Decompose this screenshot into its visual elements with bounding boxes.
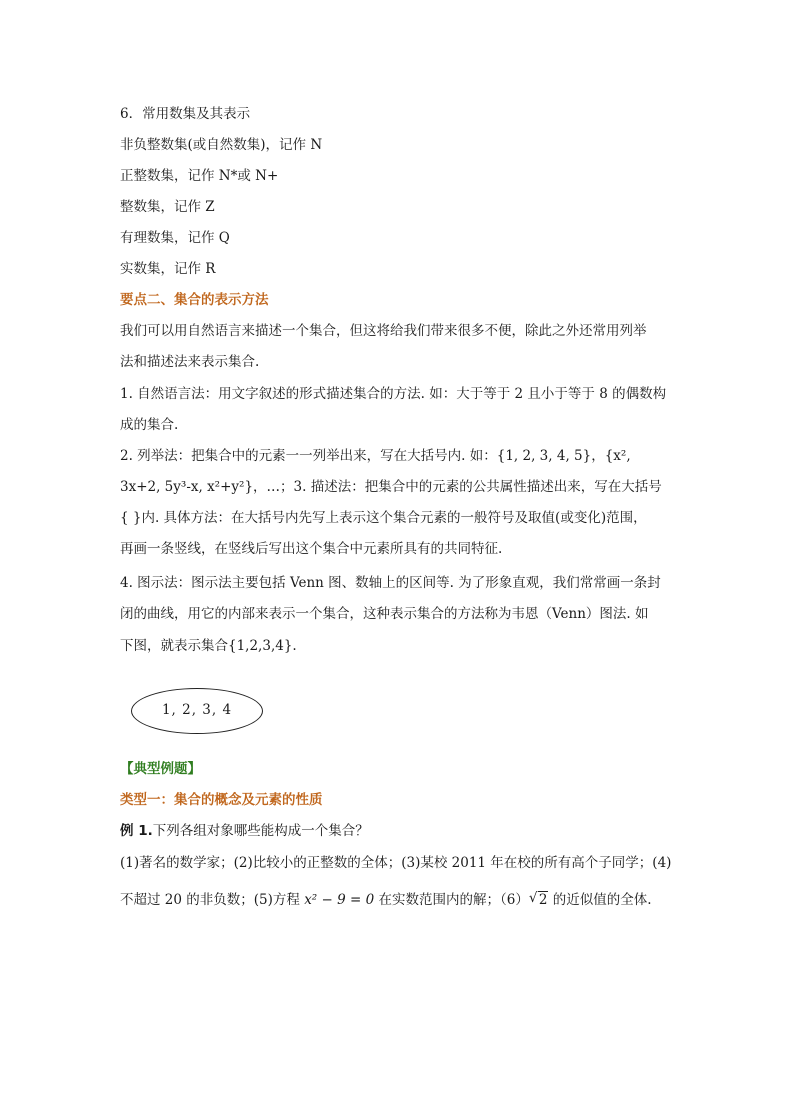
example-1-label: 例 1.	[120, 823, 153, 839]
method-1-line-2: 成的集合.	[120, 417, 179, 433]
number-set-integer: 整数集，记作 Z	[120, 199, 215, 215]
method-4-line-3	[120, 637, 297, 655]
number-set-rational: 有理数集，记作 Q	[120, 230, 230, 246]
method-2-line-1: 2. 列举法：把集合中的元素一一列举出来，写在大括号内. 如：{1, 2, 3, 4, 5}，{x²,	[120, 448, 631, 464]
number-set-real: 实数集，记作 R	[120, 261, 216, 277]
intro-line-1: 我们可以用自然语言来描述一个集合，但这将给我们带来很多不便，除此之外还常用列举	[120, 323, 647, 339]
sqrt-radical-icon: √	[528, 890, 538, 906]
method-1-line-1: 1. 自然语言法：用文字叙述的形式描述集合的方法. 如：大于等于 2 且小于等于 8 的偶数构	[120, 386, 667, 402]
number-set-positive-integer: 正整数集，记作 N*或 N+	[120, 168, 279, 184]
key-point-2-heading: 要点二、集合的表示方法	[120, 292, 269, 308]
section-6-title: 6．常用数集及其表示	[120, 106, 251, 122]
example-1-text: 下列各组对象哪些能构成一个集合？	[152, 823, 369, 839]
method-2-line-3: { }内. 具体方法：在大括号内先写上表示这个集合元素的一般符号及取值(或变化)范围，	[120, 510, 647, 526]
method-4-line-3-suffix: .	[292, 638, 297, 654]
method-4-line-2: 闭的曲线，用它的内部来表示一个集合，这种表示集合的方法称为韦恩（Venn）图法. 如	[120, 606, 649, 622]
sqrt-expression	[529, 891, 549, 909]
method-2-line-2: 3x+2, 5y³-x, x²+y²}，…；3. 描述法：把集合中的元素的公共属性描述出来，写在大括号	[120, 479, 662, 495]
venn-diagram-label: 1, 2, 3, 4	[161, 702, 233, 718]
typical-examples-heading: 【典型例题】	[120, 761, 201, 777]
sqrt-radicand: 2	[538, 892, 548, 908]
example-1-line-2	[120, 891, 652, 909]
type-1-heading: 类型一：集合的概念及元素的性质	[120, 792, 323, 808]
method-4-line-3-prefix: 下图，就表示集合	[120, 638, 228, 654]
equation: x² − 9 = 0	[304, 892, 375, 908]
example-1-line-2-a: 不超过 20 的非负数；(5)方程	[120, 892, 305, 908]
number-set-natural: 非负整数集(或自然数集)，记作 N	[120, 137, 323, 153]
example-1-line-2-b: 在实数范围内的解；（6）	[374, 892, 529, 908]
method-4-line-1: 4. 图示法：图示法主要包括 Venn 图、数轴上的区间等. 为了形象直观，我们常常画一条封	[120, 575, 661, 591]
set-notation: {1,2,3,4}	[228, 638, 293, 654]
venn-diagram-ellipse	[131, 688, 263, 734]
example-1-line-2-c: 的近似值的全体.	[548, 892, 652, 908]
method-2-line-4: 再画一条竖线，在竖线后写出这个集合中元素所具有的共同特征.	[120, 541, 503, 557]
example-1-question	[120, 822, 369, 840]
example-1-line-1: (1)著名的数学家；(2)比较小的正整数的全体；(3)某校 2011 年在校的所有高个子同学；(4)	[120, 855, 672, 871]
intro-line-2: 法和描述法来表示集合.	[120, 354, 260, 370]
